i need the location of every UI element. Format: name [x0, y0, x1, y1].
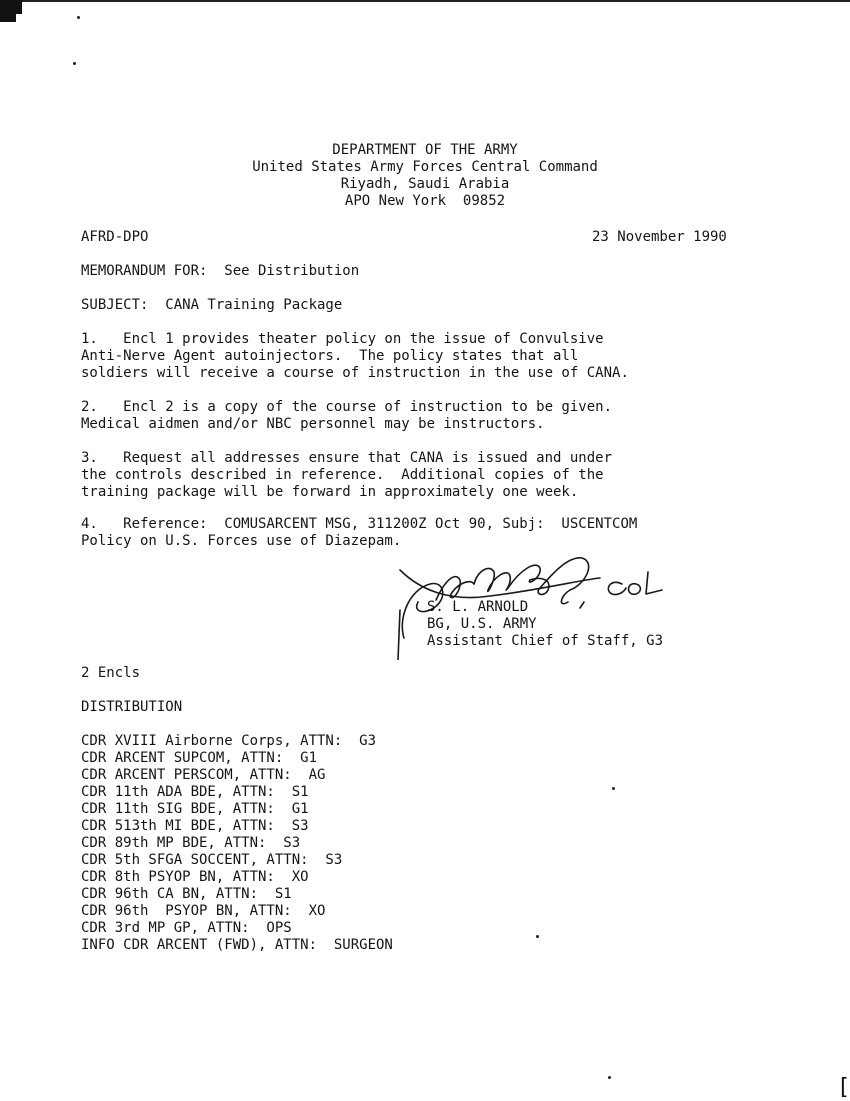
memo-date: 23 November 1990: [592, 229, 727, 245]
scan-artifact: [0, 0, 22, 14]
paragraph-line: training package will be forward in approximately one week.: [81, 484, 579, 500]
distribution-item: CDR 5th SFGA SOCCENT, ATTN: S3: [81, 852, 343, 868]
distribution-item: CDR XVIII Airborne Corps, ATTN: G3: [81, 733, 377, 749]
paragraph-1: [81, 331, 781, 382]
distribution-item: CDR ARCENT PERSCOM, ATTN: AG: [81, 767, 326, 783]
distribution-item: CDR 11th ADA BDE, ATTN: S1: [81, 784, 309, 800]
distribution-item: CDR 8th PSYOP BN, ATTN: XO: [81, 869, 309, 885]
scan-speck: [608, 1076, 611, 1079]
office-symbol: AFRD-DPO: [81, 229, 149, 245]
scan-speck: [612, 787, 615, 790]
distribution-item: CDR 96th PSYOP BN, ATTN: XO: [81, 903, 326, 919]
paragraph-3: [81, 450, 781, 501]
memo-subject: SUBJECT: CANA Training Package: [81, 297, 343, 313]
letterhead: [0, 142, 850, 210]
distribution-item: CDR 96th CA BN, ATTN: S1: [81, 886, 292, 902]
distribution-heading: DISTRIBUTION: [81, 699, 183, 715]
scan-edge-line: [22, 0, 850, 2]
letterhead-location: Riyadh, Saudi Arabia: [340, 176, 510, 192]
memorandum-for: MEMORANDUM FOR: See Distribution: [81, 263, 360, 279]
paragraph-line: 4. Reference: COMUSARCENT MSG, 311200Z Oct 90, Subj: USCENTCOM: [81, 516, 638, 532]
enclosures: 2 Encls: [81, 665, 141, 681]
signer-rank: BG, U.S. ARMY: [427, 616, 537, 632]
distribution-list: [81, 733, 393, 954]
paragraph-line: soldiers will receive a course of instruction in the use of CANA.: [81, 365, 629, 381]
signer-name: S. L. ARNOLD: [427, 599, 529, 615]
paragraph-line: Medical aidmen and/or NBC personnel may be instructors.: [81, 416, 545, 432]
scan-speck: [73, 62, 76, 65]
distribution-item: INFO CDR ARCENT (FWD), ATTN: SURGEON: [81, 937, 393, 953]
paragraph-line: the controls described in reference. Additional copies of the: [81, 467, 604, 483]
paragraph-line: 2. Encl 2 is a copy of the course of instruction to be given.: [81, 399, 613, 415]
paragraph-line: Policy on U.S. Forces use of Diazepam.: [81, 533, 402, 549]
signer-title: Assistant Chief of Staff, G3: [427, 633, 664, 649]
distribution-item: CDR 89th MP BDE, ATTN: S3: [81, 835, 301, 851]
paragraph-line: Anti-Nerve Agent autoinjectors. The policy states that all: [81, 348, 579, 364]
scan-edge-mark: [: [840, 1075, 849, 1100]
scan-speck: [77, 16, 80, 19]
letterhead-department: DEPARTMENT OF THE ARMY: [332, 142, 518, 158]
letterhead-apo: APO New York 09852: [344, 193, 506, 209]
paragraph-line: 1. Encl 1 provides theater policy on the issue of Convulsive: [81, 331, 604, 347]
distribution-item: CDR 3rd MP GP, ATTN: OPS: [81, 920, 292, 936]
paragraph-2: [81, 399, 781, 433]
distribution-item: CDR ARCENT SUPCOM, ATTN: G1: [81, 750, 318, 766]
letterhead-command: United States Army Forces Central Command: [252, 159, 598, 175]
paragraph-line: 3. Request all addresses ensure that CANA is issued and under: [81, 450, 613, 466]
scan-speck: [536, 935, 539, 938]
distribution-item: CDR 513th MI BDE, ATTN: S3: [81, 818, 309, 834]
distribution-item: CDR 11th SIG BDE, ATTN: G1: [81, 801, 309, 817]
paragraph-4: [81, 516, 781, 550]
scan-artifact: [0, 14, 16, 22]
